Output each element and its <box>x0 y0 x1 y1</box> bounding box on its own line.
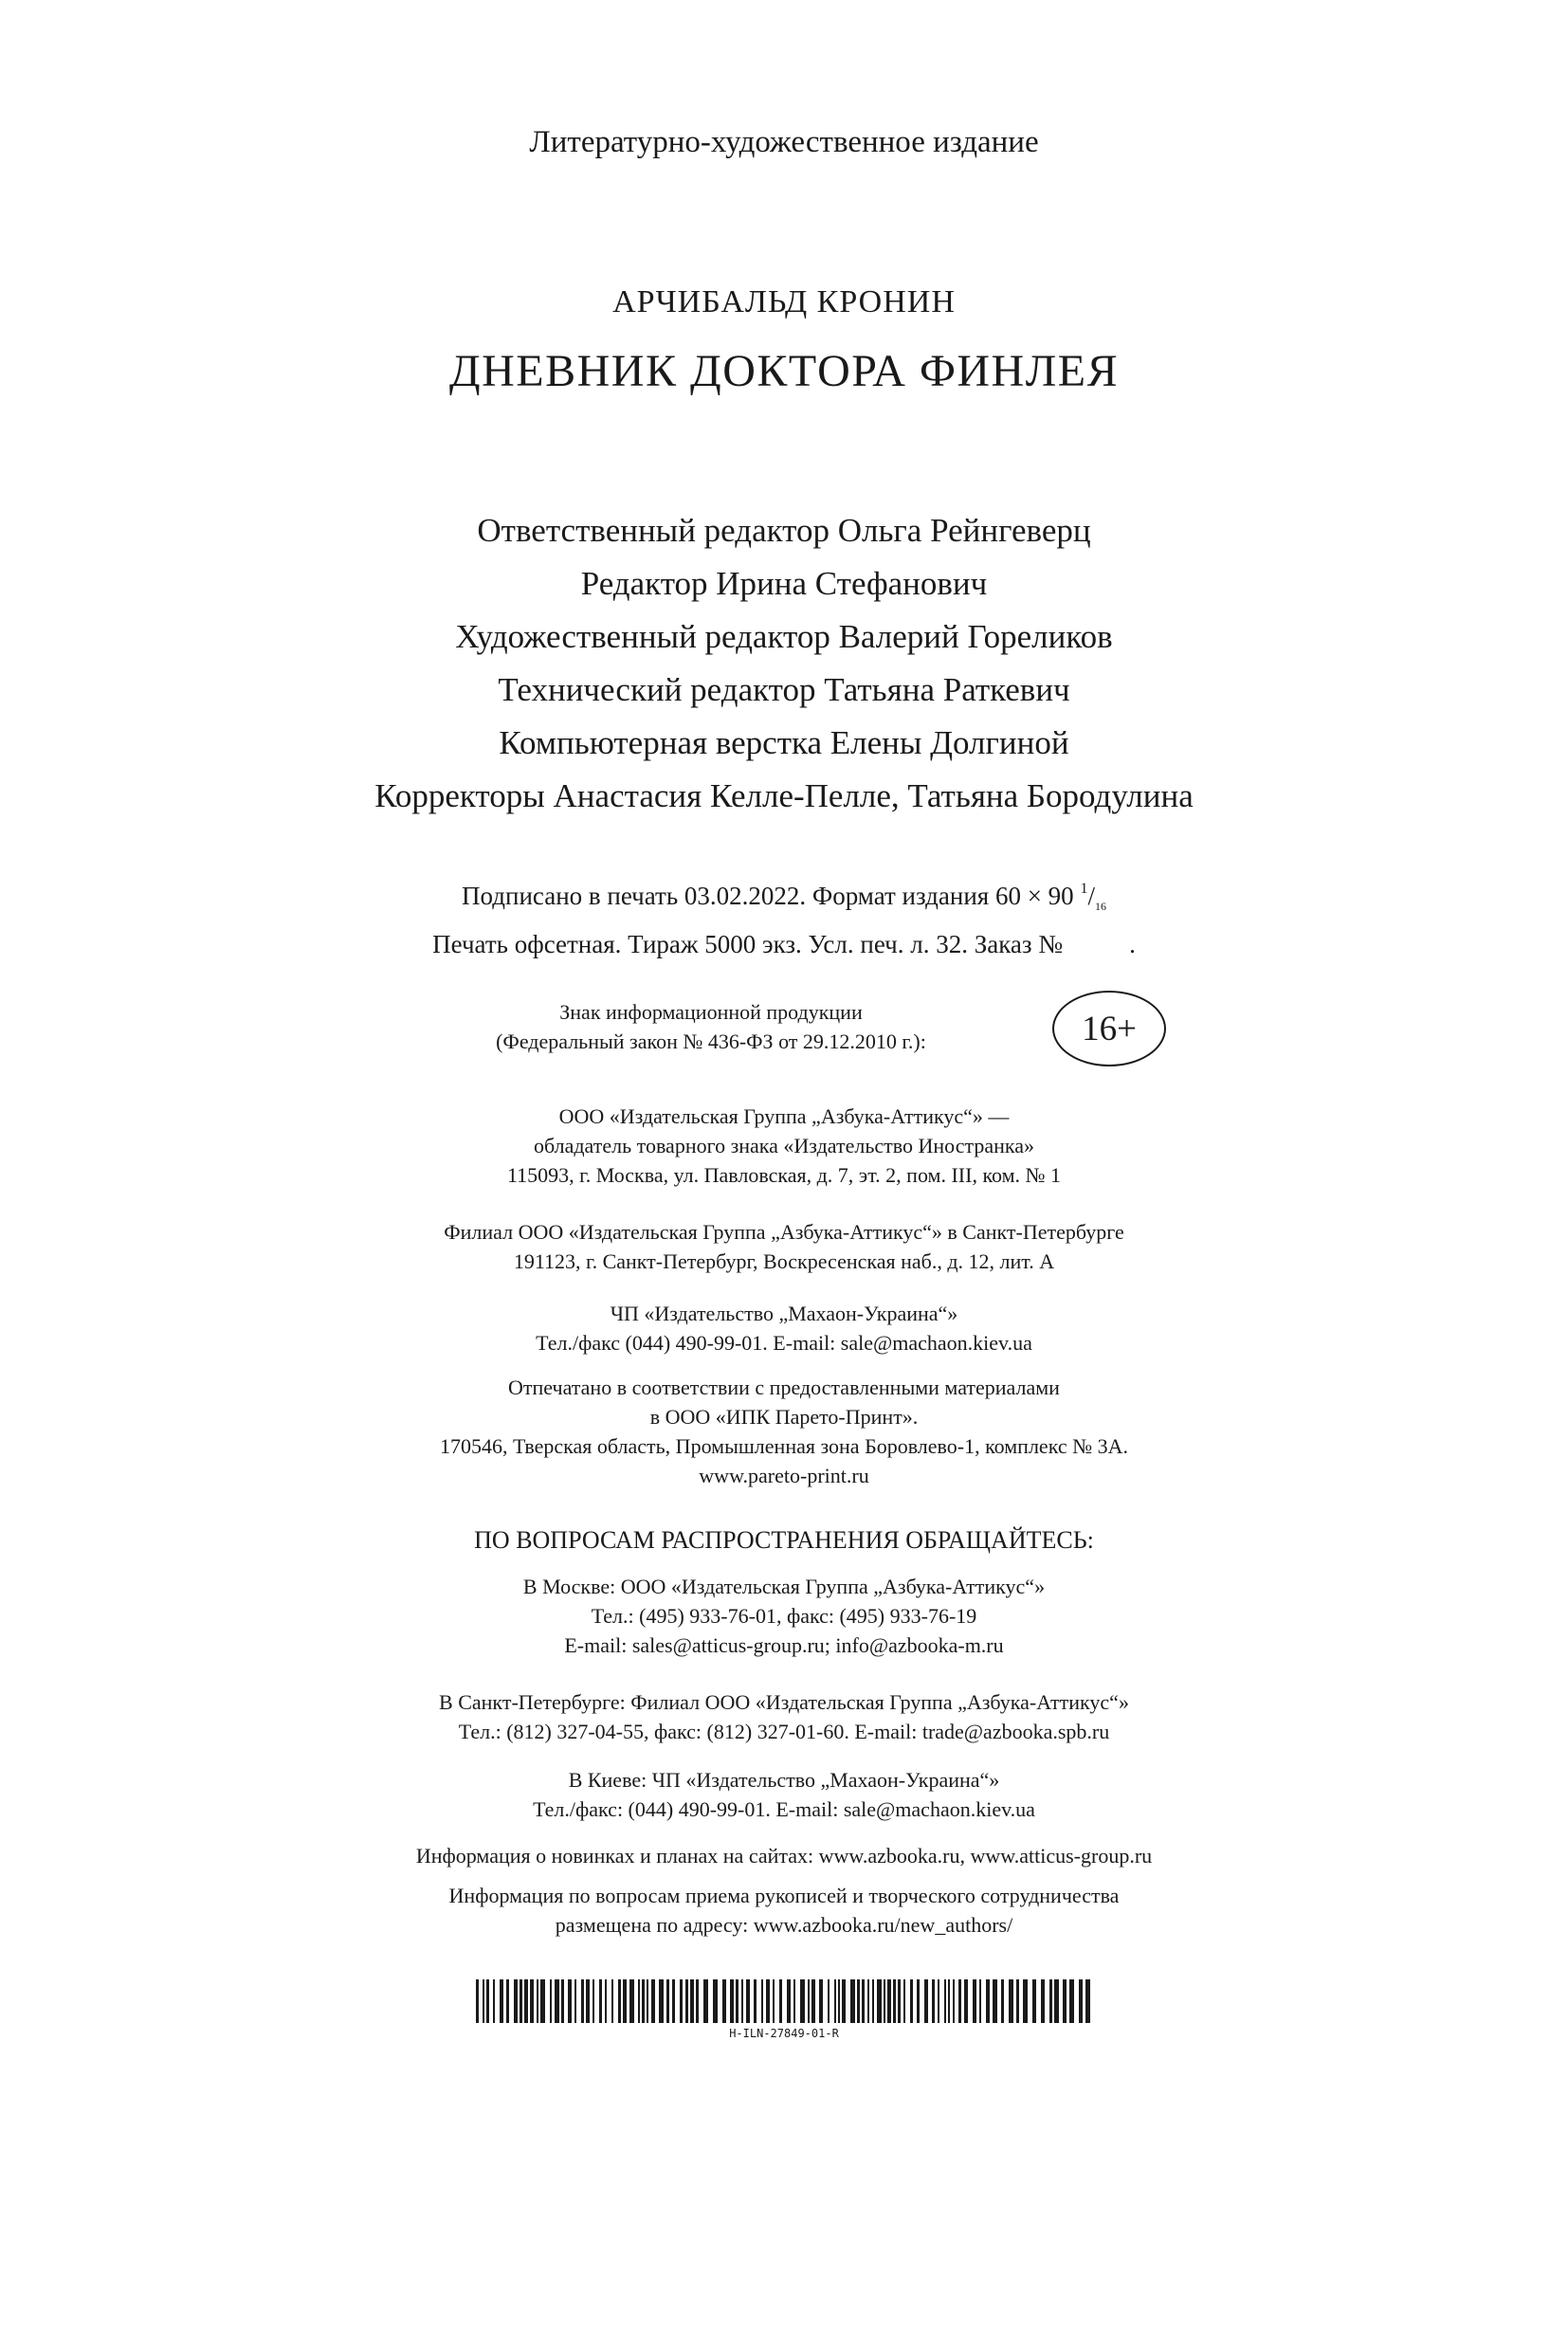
barcode-bar <box>973 1979 976 2023</box>
barcode-bar <box>932 1979 935 2023</box>
barcode-bar <box>811 1979 815 2023</box>
barcode-bar <box>593 1979 594 2023</box>
barcode-bar <box>877 1979 882 2023</box>
barcode-bar <box>800 1979 805 2023</box>
barcode-bar <box>540 1979 545 2023</box>
barcode-bar <box>808 1979 810 2023</box>
barcode-bar <box>1085 1979 1090 2023</box>
barcode-bar <box>647 1979 648 2023</box>
printer-line: в ООО «ИПК Парето-Принт». <box>649 1405 919 1429</box>
barcode-bar <box>884 1979 885 2023</box>
barcode-bar <box>793 1979 795 2023</box>
barcode-bar <box>917 1979 920 2023</box>
info-sign-law: (Федеральный закон № 436-ФЗ от 29.12.2010 г.): <box>496 1030 926 1053</box>
age-rating-text: 16+ <box>1082 1009 1137 1048</box>
barcode-bar <box>979 1979 981 2023</box>
barcode-bar <box>530 1979 534 2023</box>
barcode-bar <box>520 1979 522 2023</box>
barcode-bar <box>1069 1979 1074 2023</box>
barcode-bar <box>581 1979 584 2023</box>
moscow-line: В Москве: ООО «Издательская Группа „Азбука-Аттикус“» <box>522 1575 1046 1598</box>
barcode-bar <box>672 1979 675 2023</box>
barcode-bar <box>586 1979 590 2023</box>
moscow-contacts <box>0 1572 1568 1660</box>
barcode-bar <box>618 1979 621 2023</box>
barcode-bar <box>944 1979 946 2023</box>
barcode-bar <box>638 1979 640 2023</box>
barcode-bar <box>599 1979 602 2023</box>
moscow-line: Тел.: (495) 933-76-01, факс: (495) 933-76-19 <box>591 1604 977 1628</box>
barcode-bar <box>486 1979 489 2023</box>
barcode-bar <box>1023 1979 1028 2023</box>
barcode-bar <box>857 1979 860 2023</box>
barcode-image <box>476 1979 1092 2023</box>
barcode-bar <box>1009 1979 1013 2023</box>
info-sign-label: Знак информационной продукции <box>559 1000 863 1024</box>
barcode-bar <box>741 1979 743 2023</box>
spb-line: Тел.: (812) 327-04-55, факс: (812) 327-01-60. E-mail: trade@azbooka.spb.ru <box>458 1720 1110 1743</box>
barcode-bar <box>948 1979 950 2023</box>
printer-block <box>0 1373 1568 1490</box>
barcode-bar <box>722 1979 726 2023</box>
barcode-bar <box>623 1979 627 2023</box>
barcode-bar <box>730 1979 734 2023</box>
barcode-bar <box>703 1979 708 2023</box>
barcode-bar <box>550 1979 552 2023</box>
printer-line: 170546, Тверская область, Промышленная зона Боровлево-1, комплекс № 3А. <box>440 1434 1128 1458</box>
barcode-bar <box>1063 1979 1067 2023</box>
barcode-number: H-ILN-27849-01-R <box>729 2027 839 2040</box>
barcode-bar <box>493 1979 495 2023</box>
barcode-bar <box>867 1979 869 2023</box>
credit-line: Корректоры Анастасия Келле-Пелле, Татьяна Бородулина <box>374 777 1194 814</box>
barcode-bar <box>568 1979 572 2023</box>
printer-line: www.pareto-print.ru <box>699 1464 869 1487</box>
manuscripts-info <box>0 1881 1568 1940</box>
barcode-bar <box>887 1979 891 2023</box>
book-title: ДНЕВНИК ДОКТОРА ФИНЛЕЯ <box>448 346 1120 396</box>
barcode-bar <box>574 1979 576 2023</box>
barcode-bar <box>993 1979 997 2023</box>
spb-contacts <box>0 1687 1568 1746</box>
barcode-bar <box>862 1979 865 2023</box>
barcode-bar <box>819 1979 823 2023</box>
barcode-bar <box>779 1979 782 2023</box>
barcode-bar <box>690 1979 694 2023</box>
publisher-line: обладатель товарного знака «Издательство Иностранка» <box>533 1134 1035 1157</box>
credit-line: Компьютерная верстка Елены Долгиной <box>499 724 1069 761</box>
manuscripts-line: Информация по вопросам приема рукописей и творческого сотрудничества <box>448 1884 1120 1907</box>
barcode-bar <box>514 1979 518 2023</box>
fraction-numerator: 1 <box>1080 881 1088 897</box>
manuscripts-line: размещена по адресу: www.azbooka.ru/new_authors/ <box>555 1913 1013 1937</box>
branch-line: 191123, г. Санкт-Петербург, Воскресенская наб., д. 12, лит. А <box>513 1249 1055 1273</box>
publisher-line: ООО «Издательская Группа „Азбука-Аттикус“» — <box>558 1104 1010 1128</box>
kiev-line: Тел./факс: (044) 490-99-01. E-mail: sale@machaon.kiev.ua <box>533 1797 1035 1821</box>
barcode-bar <box>787 1979 791 2023</box>
barcode-bar <box>850 1979 855 2023</box>
barcode-bar <box>754 1979 757 2023</box>
barcode-bar <box>506 1979 509 2023</box>
editorial-credits <box>0 504 1568 823</box>
credit-line: Ответственный редактор Ольга Рейнгеверц <box>477 512 1091 549</box>
printer-line: Отпечатано в соответствии с предоставленными материалами <box>508 1376 1060 1399</box>
barcode-bar <box>605 1979 607 2023</box>
barcode-bar <box>500 1979 503 2023</box>
barcode-bar <box>986 1979 990 2023</box>
barcode-bar <box>746 1979 750 2023</box>
barcode-bar <box>924 1979 928 2023</box>
barcode-bar <box>666 1979 669 2023</box>
barcode-bar <box>680 1979 683 2023</box>
ukraine-line: ЧП «Издательство „Махаон-Украина“» <box>610 1302 958 1325</box>
barcode-bar <box>761 1979 763 2023</box>
barcode-bar <box>903 1979 905 2023</box>
barcode-bar <box>642 1979 645 2023</box>
printing-line <box>0 925 1568 963</box>
barcode-bar <box>561 1979 564 2023</box>
barcode-bar <box>736 1979 738 2023</box>
moscow-line: E-mail: sales@atticus-group.ru; info@azbooka-m.ru <box>564 1633 1004 1657</box>
barcode-bar <box>1032 1979 1036 2023</box>
barcode-bar <box>1054 1979 1059 2023</box>
barcode-bar <box>629 1979 634 2023</box>
order-number-end: . <box>1129 930 1136 958</box>
barcode-bar <box>964 1979 968 2023</box>
barcode-bar <box>938 1979 939 2023</box>
barcode-bar <box>828 1979 830 2023</box>
kiev-line: В Киеве: ЧП «Издательство „Махаон-Украина“» <box>568 1768 1000 1792</box>
ukraine-publisher-block <box>0 1299 1568 1358</box>
barcode-bar <box>611 1979 613 2023</box>
edition-genre: Литературно-художественное издание <box>529 125 1039 159</box>
barcode-bar <box>524 1979 528 2023</box>
barcode-bar <box>773 1979 775 2023</box>
branch-block <box>0 1217 1568 1276</box>
barcode-bar <box>872 1979 874 2023</box>
barcode-bar <box>1001 1979 1004 2023</box>
printing-run-text: Печать офсетная. Тираж 5000 экз. Усл. печ. л. 32. Заказ № <box>432 930 1064 958</box>
printing-format-text: Подписано в печать 03.02.2022. Формат издания 60 × 90 <box>462 882 1074 910</box>
news-info-line: Информация о новинках и планах на сайтах: www.azbooka.ru, www.atticus-group.ru <box>415 1844 1153 1868</box>
barcode-bar <box>1016 1979 1019 2023</box>
kiev-contacts <box>0 1765 1568 1824</box>
credit-line: Технический редактор Татьяна Раткевич <box>498 671 1070 708</box>
barcode-bar <box>483 1979 484 2023</box>
barcode-bar <box>842 1979 846 2023</box>
publisher-line: 115093, г. Москва, ул. Павловская, д. 7, эт. 2, пом. III, ком. № 1 <box>506 1163 1062 1187</box>
barcode-bar <box>834 1979 836 2023</box>
barcode-bar <box>476 1979 479 2023</box>
barcode-bar <box>838 1979 840 2023</box>
ukraine-line: Тел./факс (044) 490-99-01. E-mail: sale@machaon.kiev.ua <box>536 1331 1032 1355</box>
barcode-bar <box>555 1979 559 2023</box>
barcode-bar <box>713 1979 718 2023</box>
credit-line: Редактор Ирина Стефанович <box>580 565 988 602</box>
barcode-bar <box>893 1979 896 2023</box>
barcode-bar <box>910 1979 913 2023</box>
printing-details <box>0 870 1568 963</box>
fraction-denominator: 16 <box>1094 900 1106 913</box>
publisher-block <box>0 1102 1568 1190</box>
barcode-bar <box>651 1979 655 2023</box>
author-name: АРЧИБАЛЬД КРОНИН <box>612 284 956 319</box>
barcode-bar <box>537 1979 538 2023</box>
age-rating-badge <box>1052 991 1166 1066</box>
barcode-bar <box>898 1979 901 2023</box>
barcode-bar <box>1049 1979 1052 2023</box>
barcode-bar <box>659 1979 664 2023</box>
barcode-bar <box>1041 1979 1045 2023</box>
credit-line: Художественный редактор Валерий Гореликов <box>455 618 1113 655</box>
barcode-bar <box>1079 1979 1083 2023</box>
branch-line: Филиал ООО «Издательская Группа „Азбука-Аттикус“» в Санкт-Петербурге <box>444 1220 1124 1244</box>
barcode-bar <box>696 1979 699 2023</box>
info-product-sign <box>417 997 1005 1056</box>
barcode-bar <box>766 1979 770 2023</box>
barcode-bar <box>685 1979 688 2023</box>
spb-line: В Санкт-Петербурге: Филиал ООО «Издательская Группа „Азбука-Аттикус“» <box>439 1690 1129 1714</box>
barcode-bar <box>953 1979 955 2023</box>
barcode-bar <box>958 1979 961 2023</box>
printing-line: Подписано в печать 03.02.2022. Формат издания 60 × 90 $^1/_{16}$ <box>462 881 1106 913</box>
distribution-heading: ПО ВОПРОСАМ РАСПРОСТРАНЕНИЯ ОБРАЩАЙТЕСЬ: <box>474 1526 1094 1554</box>
